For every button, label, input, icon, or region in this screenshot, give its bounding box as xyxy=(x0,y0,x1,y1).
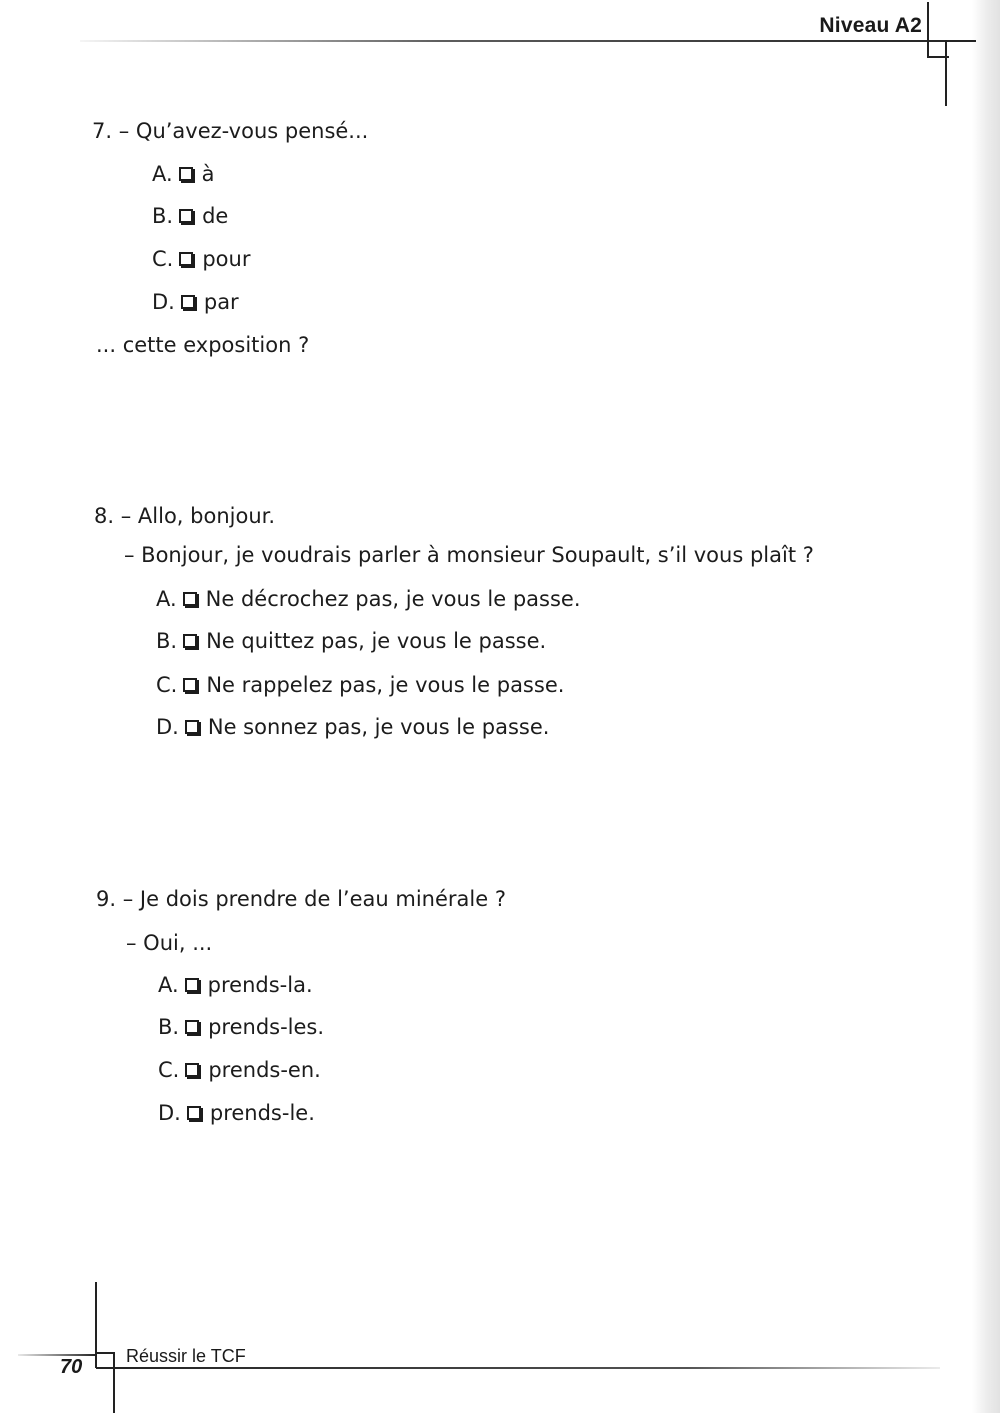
option-text: prends-la. xyxy=(207,973,313,997)
option-letter: C. xyxy=(156,673,178,697)
answer-option-c[interactable] xyxy=(156,672,564,698)
question-number: 9. xyxy=(96,887,117,911)
header-rule xyxy=(80,40,976,42)
option-letter: C. xyxy=(158,1058,180,1082)
option-letter: C. xyxy=(152,247,174,271)
answer-option-c[interactable] xyxy=(152,246,250,272)
option-letter: A. xyxy=(158,973,179,997)
question-9-reply: – Oui, ... xyxy=(126,931,213,955)
option-letter: D. xyxy=(152,290,175,314)
answer-option-d[interactable] xyxy=(158,1100,315,1126)
header-corner-line xyxy=(945,40,947,106)
level-heading: Niveau A2 xyxy=(819,14,922,37)
question-8-prompt xyxy=(94,503,275,529)
answer-option-b[interactable] xyxy=(156,628,546,654)
option-letter: B. xyxy=(152,204,174,228)
question-line: – Je dois prendre de l’eau minérale ? xyxy=(122,887,506,911)
option-text: par xyxy=(203,290,239,314)
checkbox-icon[interactable] xyxy=(179,167,193,181)
option-text: Ne sonnez pas, je vous le passe. xyxy=(207,715,550,739)
checkbox-icon[interactable] xyxy=(179,252,193,266)
question-7-prompt xyxy=(92,118,368,144)
checkbox-icon[interactable] xyxy=(187,1106,201,1120)
question-7-continuation: ... cette exposition ? xyxy=(96,333,310,357)
option-letter: B. xyxy=(156,629,178,653)
book-title: Réussir le TCF xyxy=(126,1346,246,1366)
checkbox-icon[interactable] xyxy=(185,1063,199,1077)
question-8-reply: – Bonjour, je voudrais parler à monsieur Soupault, s’il vous plaît ? xyxy=(124,543,814,567)
question-9-prompt xyxy=(96,886,506,912)
answer-option-b[interactable] xyxy=(152,203,228,229)
answer-option-a[interactable] xyxy=(156,586,581,612)
checkbox-icon[interactable] xyxy=(181,295,195,309)
checkbox-icon[interactable] xyxy=(185,978,199,992)
checkbox-icon[interactable] xyxy=(183,678,197,692)
checkbox-icon[interactable] xyxy=(179,209,193,223)
question-line: – Allo, bonjour. xyxy=(120,504,276,528)
question-number: 8. xyxy=(94,504,115,528)
page-number: 70 xyxy=(60,1356,83,1378)
answer-option-b[interactable] xyxy=(158,1014,324,1040)
answer-option-d[interactable] xyxy=(156,714,549,740)
checkbox-icon[interactable] xyxy=(183,592,197,606)
option-letter: D. xyxy=(156,715,179,739)
option-text: prends-les. xyxy=(208,1015,325,1039)
option-text: de xyxy=(202,204,229,228)
checkbox-icon[interactable] xyxy=(185,1020,199,1034)
option-letter: D. xyxy=(158,1101,181,1125)
option-text: pour xyxy=(202,247,251,271)
checkbox-icon[interactable] xyxy=(185,720,199,734)
option-text: Ne quittez pas, je vous le passe. xyxy=(206,629,547,653)
question-number: 7. xyxy=(92,119,113,143)
option-letter: A. xyxy=(152,162,173,186)
option-text: à xyxy=(201,162,215,186)
question-line: – Qu’avez-vous pensé... xyxy=(118,119,369,143)
checkbox-icon[interactable] xyxy=(183,634,197,648)
option-letter: A. xyxy=(156,587,177,611)
option-text: prends-en. xyxy=(208,1058,321,1082)
answer-option-a[interactable] xyxy=(152,161,215,187)
answer-option-c[interactable] xyxy=(158,1057,321,1083)
option-text: Ne rappelez pas, je vous le passe. xyxy=(206,673,565,697)
footer-corner-mark xyxy=(113,1366,115,1413)
header-corner-mark xyxy=(927,2,929,42)
option-text: Ne décrochez pas, je vous le passe. xyxy=(205,587,581,611)
option-letter: B. xyxy=(158,1015,180,1039)
answer-option-a[interactable] xyxy=(158,972,313,998)
answer-option-d[interactable] xyxy=(152,289,239,315)
footer-rule-left xyxy=(18,1354,96,1356)
page-edge-shadow xyxy=(972,0,1000,1413)
footer-corner-box xyxy=(95,1352,115,1368)
option-text: prends-le. xyxy=(209,1101,315,1125)
footer-rule xyxy=(96,1367,940,1369)
